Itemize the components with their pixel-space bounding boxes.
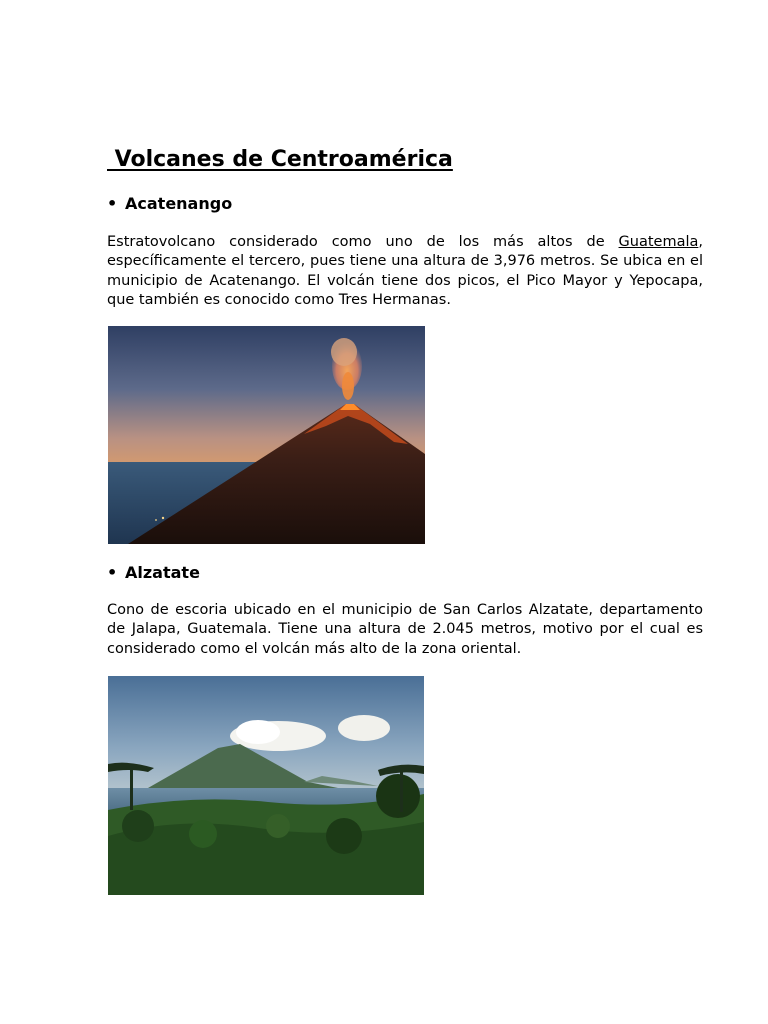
section-paragraph-acatenango	[107, 233, 703, 310]
section-heading-text: Acatenango	[125, 194, 233, 213]
section-paragraph-alzatate: Cono de escoria ubicado en el municipio de San Carlos Alzatate, departamento de Jalapa, Guatemala. Tiene una altura de 2.045 metros, motivo por el cual es considerado como el volcán más alto de la zona oriental.	[107, 602, 703, 657]
document-title: Volcanes de Centroamérica	[107, 147, 453, 172]
section-heading-text: Alzatate	[125, 563, 200, 582]
section-heading-alzatate	[107, 563, 200, 582]
paragraph-text: , específicamente el tercero, pues tiene una altura de 3,976 metros. Se ubica en el municipio de Acatenango. El volcán tiene dos picos, el Pico Mayor y Yepocapa, que también es conocido como Tres Hermanas.	[107, 234, 703, 308]
volcano-lake-illustration	[108, 676, 424, 895]
section-heading-acatenango	[107, 194, 232, 213]
erupting-volcano-illustration	[108, 326, 425, 544]
bullet-icon: •	[107, 563, 118, 582]
guatemala-link[interactable]: Guatemala	[618, 234, 699, 250]
bullet-icon: •	[107, 194, 118, 213]
volcano-lake-landscape-photo	[108, 676, 424, 895]
erupting-volcano-photo	[108, 326, 425, 544]
paragraph-text: Estratovolcano considerado como uno de los más altos de	[107, 234, 619, 250]
